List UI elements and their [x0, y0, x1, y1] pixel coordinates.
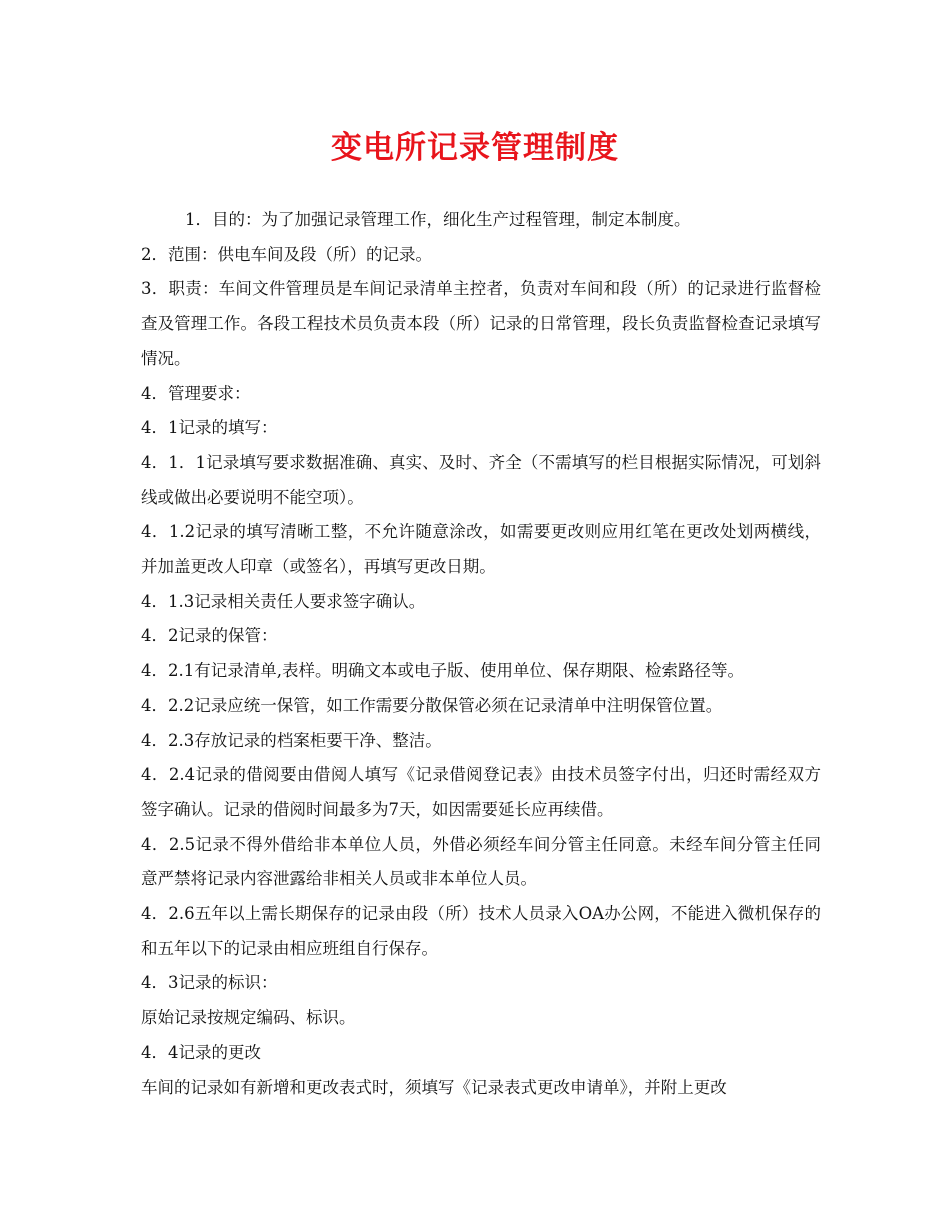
- paragraph-purpose: 1．目的：为了加强记录管理工作，细化生产过程管理，制定本制度。: [185, 210, 691, 229]
- paragraph-4-2-2: 4．2.2记录应统一保管，如工作需要分散保管必须在记录清单中注明保管位置。: [141, 695, 723, 715]
- paragraph-4-2-4: 4．2.4记录的借阅要由借阅人填写《记录借阅登记表》由技术员签字付出，归还时需经双方签字确认。记录的借阅时间最多为7天，如因需要延长应再续借。: [141, 765, 821, 819]
- paragraph-4-1-3: 4．1.3记录相关责任人要求签字确认。: [141, 591, 426, 611]
- paragraph-filling-heading: 4．1记录的填写：: [141, 418, 278, 438]
- paragraph-responsibility: 3．职责：车间文件管理员是车间记录清单主控者，负责对车间和段（所）的记录进行监督检查及管理工作。各段工程技术员负责本段（所）记录的日常管理，段长负责监督检查记录填写情况。: [141, 279, 821, 368]
- paragraph-4-2-6: 4．2.6五年以上需长期保存的记录由段（所）技术人员录入OA办公网，不能进入微机保存的和五年以下的记录由相应班组自行保存。: [141, 904, 821, 958]
- paragraph-4-2-1: 4．2.1有记录清单,表样。明确文本或电子版、使用单位、保存期限、检索路径等。: [141, 661, 744, 681]
- paragraph-change-text: 车间的记录如有新增和更改表式时，须填写《记录表式更改申请单》，并附上更改: [141, 1077, 727, 1097]
- paragraph-change-heading: 4．4记录的更改: [141, 1042, 261, 1062]
- document-title: 变电所记录管理制度: [331, 130, 619, 166]
- paragraph-scope: 2．范围：供电车间及段（所）的记录。: [141, 244, 432, 264]
- paragraph-4-2-3: 4．2.3存放记录的档案柜要干净、整洁。: [141, 730, 442, 750]
- paragraph-marking-text: 原始记录按规定编码、标识。: [141, 1008, 356, 1028]
- paragraph-marking-heading: 4．3记录的标识：: [141, 973, 278, 993]
- document-body: [141, 203, 821, 1105]
- paragraph-4-1-2: 4．1.2记录的填写清晰工整，不允许随意涂改，如需要更改则应用红笔在更改处划两横线，并加盖更改人印章（或签名），再填写更改日期。: [141, 522, 821, 577]
- paragraph-4-2-5: 4．2.5记录不得外借给非本单位人员，外借必须经车间分管主任同意。未经车间分管主任同意严禁将记录内容泄露给非相关人员或非本单位人员。: [141, 834, 821, 889]
- paragraph-management-requirements: 4．管理要求：: [141, 383, 251, 403]
- paragraph-storage-heading: 4．2记录的保管：: [141, 626, 278, 646]
- paragraph-4-1-1: 4．1．1记录填写要求数据准确、真实、及时、齐全（不需填写的栏目根据实际情况，可划斜线或做出必要说明不能空项）。: [141, 452, 821, 507]
